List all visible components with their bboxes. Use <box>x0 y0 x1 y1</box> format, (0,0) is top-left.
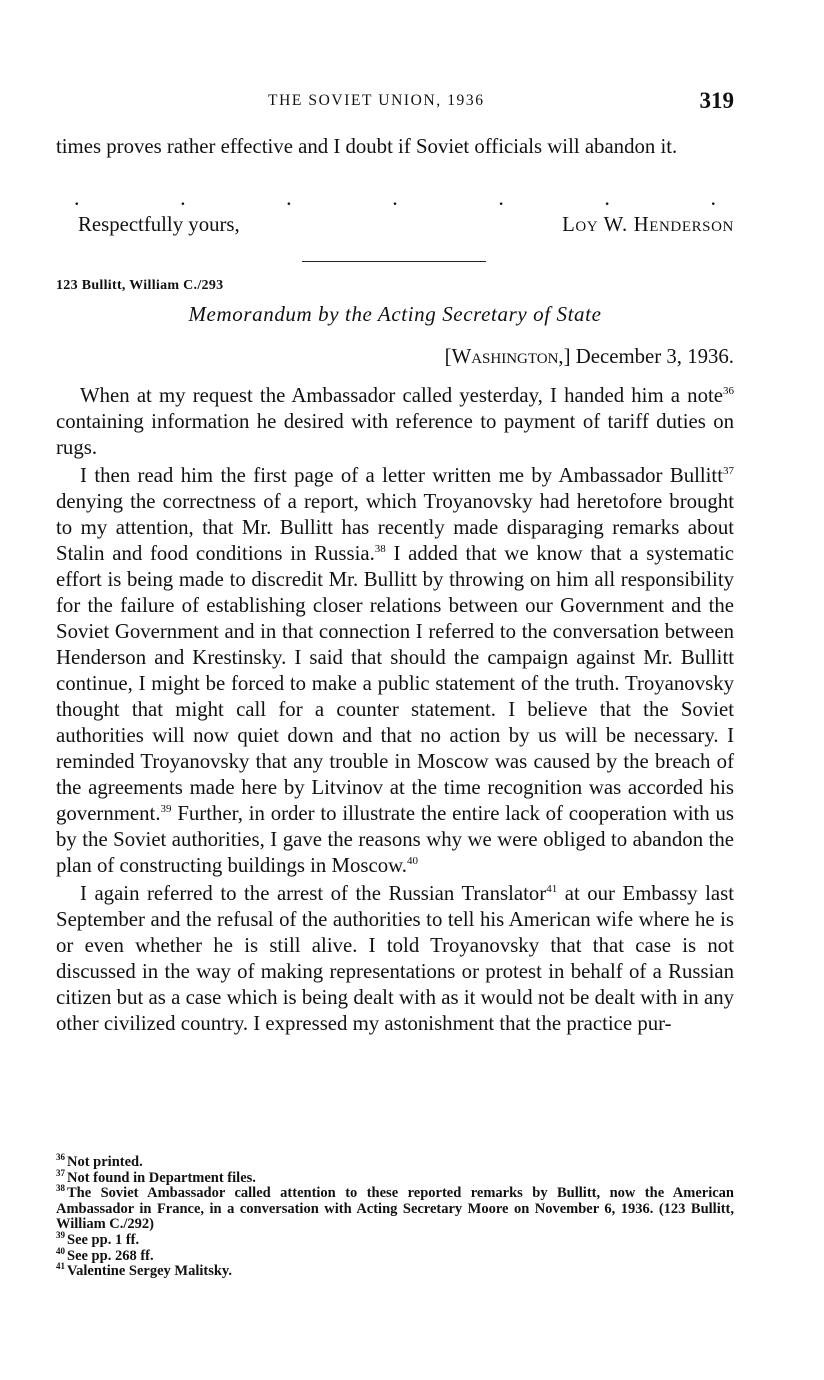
paragraph <box>56 881 734 1037</box>
footnote <box>56 1167 734 1187</box>
footnote-number: 41 <box>56 1261 65 1272</box>
footnote-ref: 40 <box>407 855 419 868</box>
footnote-ref: 37 <box>723 465 734 478</box>
footnote-text: Not found in Department files. <box>67 1169 256 1186</box>
ellipsis-dot: . <box>180 185 186 210</box>
footnote-number: 40 <box>56 1245 65 1256</box>
ellipsis-dot: . <box>498 185 504 210</box>
paragraph-text: containing information he desired with reference to payment of tariff duties on rugs. <box>56 410 734 459</box>
paragraph-text: When at my request the Ambassador called yesterday, I handed him a note <box>80 384 723 407</box>
footnote-ref: 38 <box>374 543 386 556</box>
ellipsis-dot: . <box>74 185 80 210</box>
ellipsis-dot: . <box>286 185 292 210</box>
footnotes <box>56 1152 734 1280</box>
footnote-text: Not printed. <box>67 1154 143 1170</box>
ellipsis-dot: . <box>392 185 398 210</box>
salutation: Respectfully yours, <box>78 213 240 236</box>
ellipsis-dot: . <box>710 185 716 210</box>
letter-closing <box>56 212 734 242</box>
file-reference: 123 Bullitt, William C./293 <box>56 278 224 293</box>
footnote <box>56 1245 734 1265</box>
carryover-text: times proves rather effective and I doubt if Soviet officials will abandon it. <box>56 135 678 158</box>
footnote <box>56 1183 734 1233</box>
paragraph-text: I again referred to the arrest of the Russian Translator <box>80 882 547 905</box>
memorandum-body <box>56 383 734 1039</box>
paragraph-text: I then read him the first page of a letter written me by Ambassador Bullitt <box>80 464 723 487</box>
footnote-text: The Soviet Ambassador called attention to these reported remarks by Bullitt, now the American Ambassador in France, in a conversation with Acting Secretary Moore on November 6, 1936. (123 Bullitt, William C./292) <box>56 1185 734 1233</box>
footnote-text: See pp. 1 ff. <box>67 1231 140 1248</box>
footnote-text: See pp. 268 ff. <box>67 1247 154 1264</box>
footnote-ref: 36 <box>723 385 734 398</box>
carryover-paragraph <box>56 134 734 160</box>
running-head: THE SOVIET UNION, 1936 <box>268 92 485 109</box>
omission-ellipsis <box>56 185 734 210</box>
dateline-date: December 3, 1936. <box>570 345 734 368</box>
section-divider <box>302 261 486 262</box>
footnote-ref: 39 <box>160 803 172 816</box>
footnote-number: 39 <box>56 1230 65 1241</box>
paragraph-text: at our Embassy last September and the refusal of the authorities to tell his American wife where he is or even whether he is still alive. I told Troyanovsky that that case is not discussed in the way of making representations or protest in behalf of a Russian citizen but as a case which is being dealt with as it would not be dealt with in any other civilized country. I expressed my astonishment that the practice pur- <box>56 882 734 1035</box>
dateline <box>445 344 734 370</box>
signature: Loy W. Henderson <box>562 213 734 236</box>
footnote-number: 38 <box>56 1183 65 1194</box>
paragraph-text: I added that we know that a systematic effort is being made to discredit Mr. Bullitt by throwing on him all responsibility for the failure of establishing closer relations between our Government and the Soviet Government and in that connection I referred to the conversation between Henderson and Krestinsky. I said that should the campaign against Mr. Bullitt continue, I might be forced to make a public statement of the truth. Troyanovsky thought that might call for a counter statement. I believe that the Soviet authorities will now quiet down and that no action by us will be necessary. I reminded Troyanovsky that any trouble in Moscow was caused by the breach of the agreements made here by Litvinov at the time recognition was accorded his government. <box>56 542 734 825</box>
dateline-place: [Washington,] <box>444 345 571 368</box>
footnote-text: Valentine Sergey Malitsky. <box>67 1263 233 1280</box>
paragraph-text: denying the correctness of a report, which Troyanovsky had heretofore brought to my attention, that Mr. Bullitt has recently made disparaging remarks about Stalin and food conditions in Russia. <box>56 490 734 565</box>
document-title: Memorandum by the Acting Secretary of State <box>188 302 602 326</box>
page-header <box>56 88 734 118</box>
footnote <box>56 1152 734 1171</box>
footnote-number: 36 <box>56 1152 65 1163</box>
paragraph <box>56 383 734 461</box>
footnote-number: 37 <box>56 1167 65 1178</box>
footnote-ref: 41 <box>546 883 558 896</box>
footnote <box>56 1230 734 1249</box>
paragraph-text: Further, in order to illustrate the entire lack of cooperation with us by the Soviet authorities, I gave the reasons why we were obliged to abandon the plan of constructing buildings in Moscow. <box>56 802 734 877</box>
footnote <box>56 1261 734 1280</box>
ellipsis-dot: . <box>604 185 610 210</box>
page-number: 319 <box>699 88 734 113</box>
paragraph <box>56 463 734 879</box>
